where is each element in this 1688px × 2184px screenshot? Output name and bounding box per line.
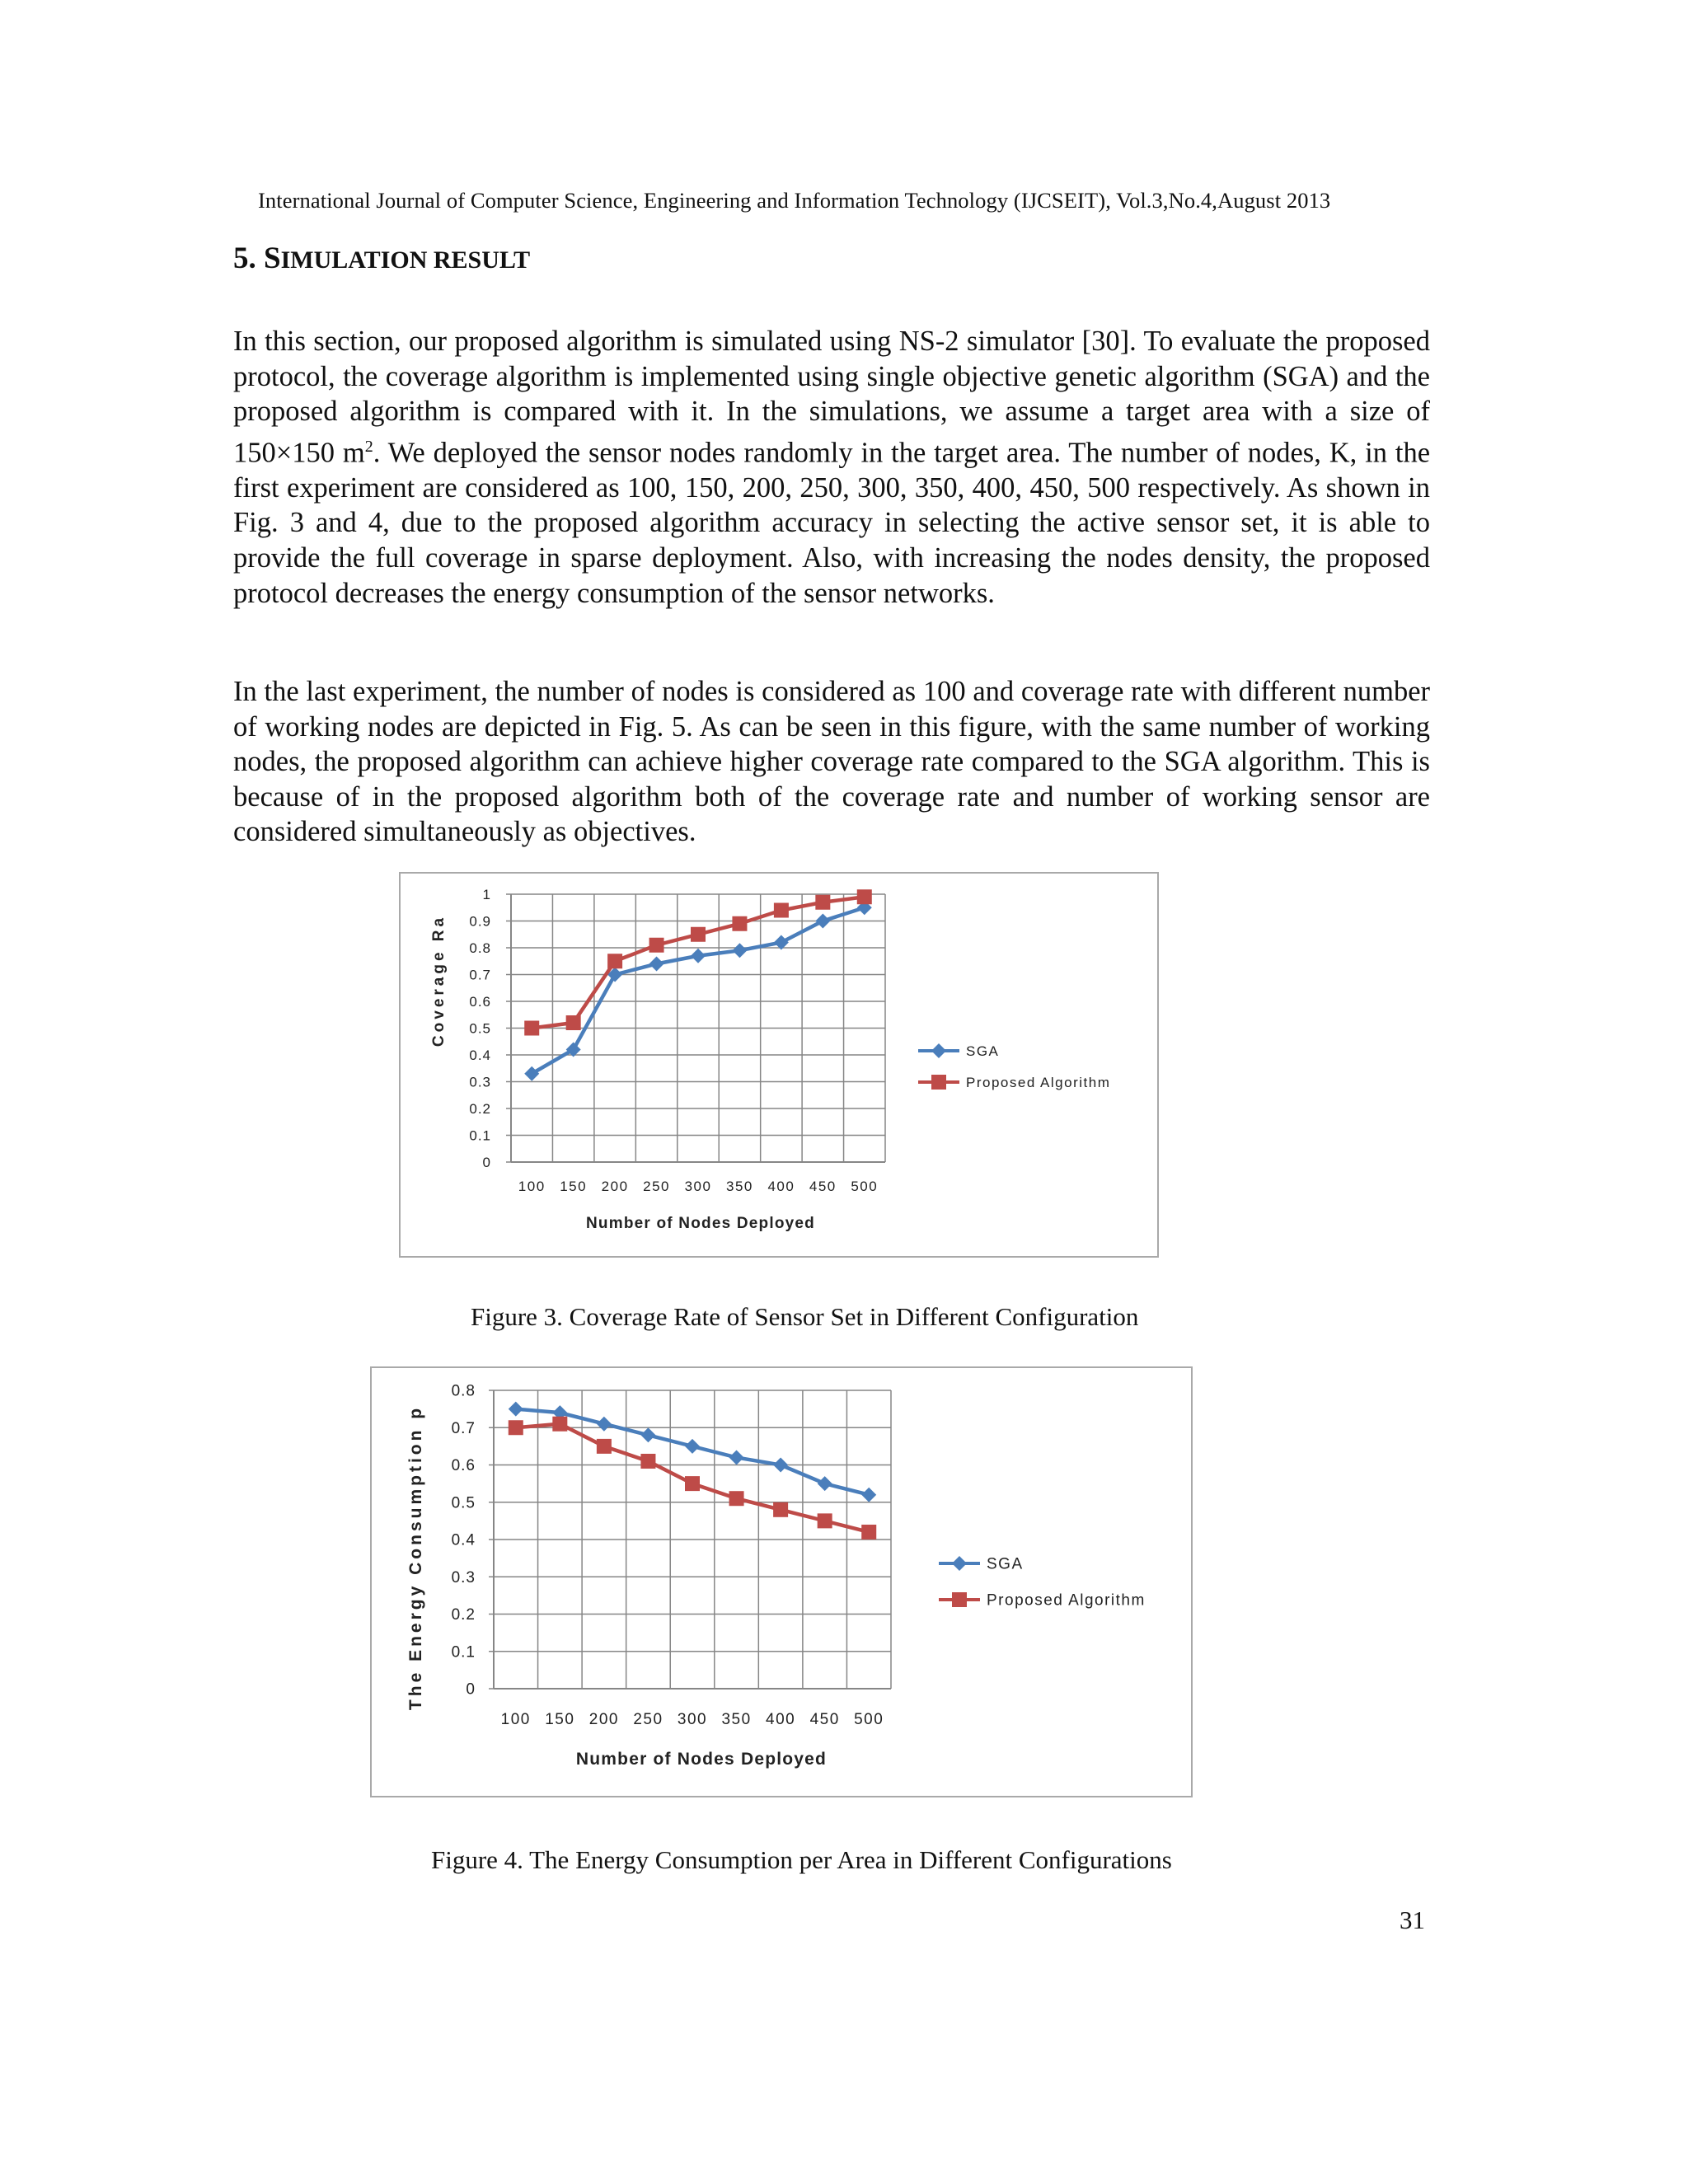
y-tick-label: 0 xyxy=(482,1154,491,1170)
y-tick-label: 0 xyxy=(466,1680,476,1699)
proposed-point xyxy=(774,903,789,918)
x-axis-title: Number of Nodes Deployed xyxy=(586,1215,815,1232)
x-tick-label: 350 xyxy=(726,1179,753,1194)
figure-4-chart xyxy=(372,1368,1191,1796)
y-tick-label: 0.3 xyxy=(451,1568,476,1586)
proposed-point xyxy=(607,954,622,968)
y-tick-label: 0.5 xyxy=(451,1494,476,1512)
y-tick-label: 0.5 xyxy=(469,1020,491,1037)
x-tick-label: 150 xyxy=(560,1179,588,1194)
sga-point xyxy=(597,1417,612,1432)
y-tick-label: 0.2 xyxy=(469,1100,491,1117)
x-tick-label: 500 xyxy=(851,1179,879,1194)
x-tick-label: 450 xyxy=(809,1179,837,1194)
x-tick-label: 200 xyxy=(601,1179,629,1194)
figure-3-frame xyxy=(399,872,1159,1258)
sga-point xyxy=(524,1066,539,1081)
x-tick-label: 250 xyxy=(633,1711,663,1728)
paragraph-1-text-b: . We deployed the sensor nodes randomly in the target area. The number of nodes, K, in the first experiment are considered as 100, 150, 200, 250, 300, 350, 400, 450, 500 respectively. As shown in Fig. 3 and 4, due to the proposed algorithm accuracy in selecting the active sensor set, it is able to provide the full coverage in sparse deployment. Also, with increasing the nodes density, the proposed protocol decreases the energy consumption of the sensor networks. xyxy=(233,437,1431,609)
section-number: 5. xyxy=(233,241,256,275)
plot-area xyxy=(489,1390,891,1689)
proposed-point xyxy=(773,1502,788,1517)
legend-marker-proposed xyxy=(931,1075,946,1090)
x-tick-label: 450 xyxy=(809,1711,840,1728)
x-axis-title: Number of Nodes Deployed xyxy=(575,1750,828,1769)
figure-4-caption: Figure 4. The Energy Consumption per Area in Different Configurations xyxy=(431,1845,1172,1874)
paragraph-1 xyxy=(233,324,1430,611)
sga-point xyxy=(509,1402,523,1417)
proposed-point xyxy=(597,1439,612,1454)
sga-point xyxy=(729,1450,744,1465)
proposed-point xyxy=(815,895,830,910)
legend-label: SGA xyxy=(987,1555,1024,1573)
heading-first-letter: S xyxy=(264,241,281,275)
proposed-point xyxy=(685,1476,700,1491)
x-tick-label: 200 xyxy=(588,1711,619,1728)
proposed-point xyxy=(640,1454,655,1469)
y-tick-label: 0.3 xyxy=(469,1074,491,1090)
legend-label: Proposed Algorithm xyxy=(966,1074,1111,1090)
x-tick-label: 300 xyxy=(684,1179,712,1194)
section-heading xyxy=(233,241,530,276)
sga-point xyxy=(861,1488,876,1502)
paragraph-2: In the last experiment, the number of nodes is considered as 100 and coverage rate with different number of working nodes are depicted in Fig. 5. As can be seen in this figure, with the same number of working nodes, the proposed algorithm can achieve higher coverage rate compared to the SGA algorithm. This is because of in the proposed algorithm both of the coverage rate and number of working sensor are considered simultaneously as objectives. xyxy=(233,676,1430,848)
proposed-point xyxy=(649,938,664,953)
proposed-point xyxy=(729,1491,744,1506)
proposed-point xyxy=(732,916,747,931)
figure-3-chart xyxy=(401,874,1157,1256)
x-tick-label: 350 xyxy=(721,1711,752,1728)
figure-4-frame xyxy=(370,1366,1193,1797)
sga-point xyxy=(732,943,747,958)
proposed-point xyxy=(552,1417,567,1432)
paragraph-1-text-a: In this section, our proposed algorithm is simulated using NS-2 simulator [30]. To evaluate the proposed protocol, the coverage algorithm is implemented using single objective genetic algorithm (SGA) and the proposed algorithm is compared with it. In the simulations, we assume a target area with a size of 150×150 m xyxy=(233,326,1430,469)
sga-point xyxy=(773,1458,788,1473)
x-tick-label: 150 xyxy=(545,1711,575,1728)
proposed-point xyxy=(857,889,872,904)
y-tick-label: 0.6 xyxy=(469,993,491,1010)
y-tick-label: 0.1 xyxy=(469,1127,491,1144)
legend-label: SGA xyxy=(966,1043,1000,1059)
figure-3-caption: Figure 3. Coverage Rate of Sensor Set in Different Configuration xyxy=(471,1302,1139,1331)
proposed-point xyxy=(566,1015,581,1030)
proposed-point xyxy=(861,1525,876,1540)
y-axis-title: Coverage Ra xyxy=(430,914,448,1047)
sga-point xyxy=(691,949,706,963)
x-tick-label: 100 xyxy=(518,1179,546,1194)
sga-point xyxy=(640,1427,655,1442)
sga-point xyxy=(685,1439,700,1454)
y-tick-label: 0.4 xyxy=(469,1047,491,1063)
x-tick-label: 500 xyxy=(854,1711,884,1728)
proposed-point xyxy=(524,1021,539,1036)
legend-marker-sga xyxy=(952,1556,967,1571)
sga-point xyxy=(818,1476,832,1491)
x-tick-label: 100 xyxy=(500,1711,531,1728)
proposed-point xyxy=(509,1420,523,1435)
x-tick-label: 400 xyxy=(767,1179,795,1194)
y-tick-label: 0.2 xyxy=(451,1606,476,1624)
y-tick-label: 0.7 xyxy=(451,1419,476,1437)
legend-label: Proposed Algorithm xyxy=(987,1591,1146,1610)
x-tick-label: 300 xyxy=(677,1711,708,1728)
page-number: 31 xyxy=(1400,1905,1425,1934)
proposed-point xyxy=(691,927,706,942)
sga-point xyxy=(815,914,830,929)
proposed-point xyxy=(818,1513,832,1528)
y-tick-label: 0.8 xyxy=(451,1382,476,1400)
paragraph-1-superscript: 2 xyxy=(364,437,373,456)
legend-marker-proposed xyxy=(952,1592,967,1607)
heading-rest: IMULATION RESULT xyxy=(280,246,531,274)
y-tick-label: 0.1 xyxy=(451,1643,476,1661)
x-tick-label: 400 xyxy=(766,1711,796,1728)
journal-header: International Journal of Computer Science, Engineering and Information Technology (IJCSEIT), Vol.3,No.4,August 2013 xyxy=(258,188,1331,213)
sga-point xyxy=(649,957,664,972)
y-tick-label: 0.9 xyxy=(469,913,491,930)
x-tick-label: 250 xyxy=(643,1179,670,1194)
y-tick-label: 0.4 xyxy=(451,1531,476,1549)
y-tick-label: 0.7 xyxy=(469,967,491,983)
legend-marker-sga xyxy=(931,1043,946,1058)
y-tick-label: 1 xyxy=(482,886,491,902)
y-tick-label: 0.6 xyxy=(451,1457,476,1475)
y-tick-label: 0.8 xyxy=(469,940,491,956)
y-axis-title: The Energy Consumption p xyxy=(406,1404,425,1711)
